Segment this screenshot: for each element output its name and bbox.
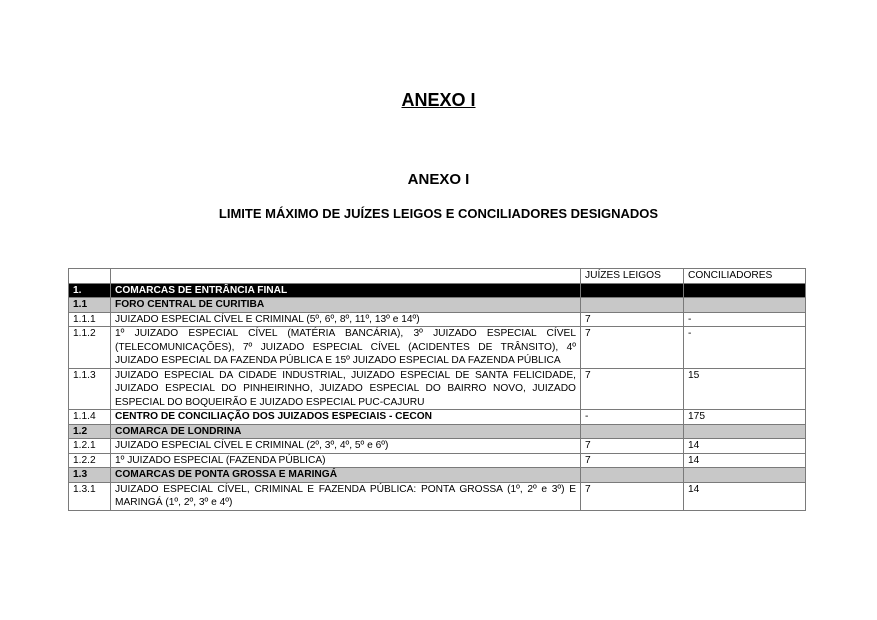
row-number: 1.1.3 [69,368,111,410]
table-row [69,468,806,483]
row-number: 1.1 [69,298,111,313]
table-row [69,327,806,369]
row-conciliadores [684,283,806,298]
row-description: COMARCAS DE PONTA GROSSA E MARINGÁ [111,468,581,483]
row-description: JUIZADO ESPECIAL CÍVEL E CRIMINAL (2º, 3º, 4º, 5º e 6º) [111,439,581,454]
row-juizes-leigos: 7 [581,439,684,454]
row-conciliadores: 14 [684,482,806,510]
row-number: 1.3.1 [69,482,111,510]
row-juizes-leigos [581,424,684,439]
row-number: 1.2.1 [69,439,111,454]
row-conciliadores: 14 [684,453,806,468]
row-number: 1.2 [69,424,111,439]
table-row [69,424,806,439]
row-juizes-leigos [581,468,684,483]
annex-subtitle: LIMITE MÁXIMO DE JUÍZES LEIGOS E CONCILIADORES DESIGNADOS [218,206,659,221]
row-number: 1.1.1 [69,312,111,327]
table-row [69,439,806,454]
row-juizes-leigos [581,298,684,313]
table-header-row [69,269,806,284]
row-description: 1º JUIZADO ESPECIAL CÍVEL (MATÉRIA BANCÁRIA), 3º JUIZADO ESPECIAL CÍVEL (TELECOMUNICAÇÕES), 7º JUIZADO ESPECIAL CÍVEL (ACIDENTES DE TRÂNSITO), 4º JUIZADO ESPECIAL DA FAZENDA PÚBLICA E 15º JUIZADO ESPECIAL DA FAZENDA PÚBLICA [111,327,581,369]
row-juizes-leigos: 7 [581,312,684,327]
row-description: JUIZADO ESPECIAL CÍVEL, CRIMINAL E FAZENDA PÚBLICA: PONTA GROSSA (1º, 2º e 3º) E MARINGÁ (1º, 2º, 3º e 4º) [111,482,581,510]
table-row [69,410,806,425]
row-number: 1.2.2 [69,453,111,468]
table-row [69,453,806,468]
row-juizes-leigos [581,283,684,298]
row-description: JUIZADO ESPECIAL DA CIDADE INDUSTRIAL, JUIZADO ESPECIAL DE SANTA FELICIDADE, JUIZADO ESPECIAL DO PINHEIRINHO, JUIZADO ESPECIAL DO BAIRRO NOVO, JUIZADO ESPECIAL DO BOQUEIRÃO E JUIZADO ESPECIAL PUC-CAJURU [111,368,581,410]
row-conciliadores: - [684,312,806,327]
row-description: FORO CENTRAL DE CURITIBA [111,298,581,313]
row-conciliadores [684,468,806,483]
table-row [69,368,806,410]
table-row [69,312,806,327]
row-description: COMARCA DE LONDRINA [111,424,581,439]
row-juizes-leigos: 7 [581,327,684,369]
row-juizes-leigos: 7 [581,482,684,510]
row-juizes-leigos: - [581,410,684,425]
header-num-cell [69,269,111,284]
row-juizes-leigos: 7 [581,453,684,468]
row-description: 1º JUIZADO ESPECIAL (FAZENDA PÚBLICA) [111,453,581,468]
limits-table [68,268,806,511]
row-juizes-leigos: 7 [581,368,684,410]
row-conciliadores: 15 [684,368,806,410]
row-conciliadores: - [684,327,806,369]
table-row [69,283,806,298]
row-number: 1. [69,283,111,298]
table-row [69,482,806,510]
header-conciliadores: CONCILIADORES [684,269,806,284]
row-conciliadores: 14 [684,439,806,454]
row-description: COMARCAS DE ENTRÂNCIA FINAL [111,283,581,298]
table-row [69,298,806,313]
row-description: CENTRO DE CONCILIAÇÃO DOS JUIZADOS ESPECIAIS - CECON [111,410,581,425]
header-juizes-leigos: JUÍZES LEIGOS [581,269,684,284]
row-number: 1.3 [69,468,111,483]
annex-heading: ANEXO I [407,171,470,188]
row-description: JUIZADO ESPECIAL CÍVEL E CRIMINAL (5º, 6º, 8º, 11º, 13º e 14º) [111,312,581,327]
row-conciliadores [684,298,806,313]
document-title: ANEXO I [401,90,476,110]
row-conciliadores: 175 [684,410,806,425]
row-conciliadores [684,424,806,439]
row-number: 1.1.4 [69,410,111,425]
row-number: 1.1.2 [69,327,111,369]
header-desc-cell [111,269,581,284]
